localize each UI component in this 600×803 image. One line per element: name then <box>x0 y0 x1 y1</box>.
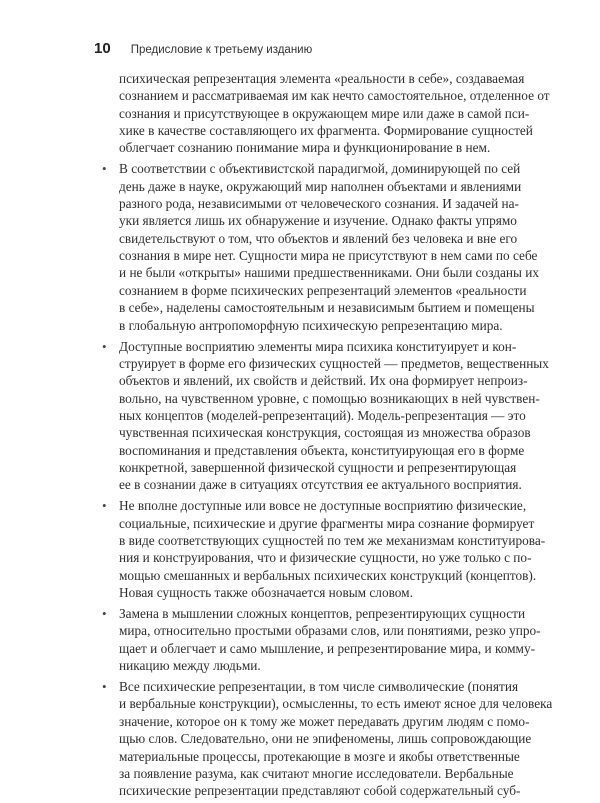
line-text: вольно, на чувственном уровне, с помощью возникающих в ней чувствен- <box>119 390 540 406</box>
body-text <box>102 70 553 803</box>
text-line <box>119 87 550 104</box>
text-line <box>119 105 530 122</box>
text-line <box>119 765 514 782</box>
line-text: Новая сущность также обозначается новым словом. <box>119 585 413 601</box>
text-line <box>119 230 518 247</box>
line-text: материальные процессы, протекающие в мозге и якобы ответственные <box>119 748 520 764</box>
text-line <box>119 424 531 441</box>
text-line <box>102 678 519 695</box>
line-text: никацию между людьми. <box>119 658 261 674</box>
line-text: Замена в мышлении сложных концептов, репрезентирующих сущности <box>119 606 526 622</box>
text-line <box>119 282 527 299</box>
line-text: в себе», наделены самостоятельным и независимым бытием и помещены <box>119 300 535 316</box>
bullet-icon: • <box>102 338 107 354</box>
page-number: 10 <box>94 40 111 57</box>
line-text: Не вполне доступные или вовсе не доступные восприятию физические, <box>119 498 527 514</box>
line-text: в виде соответствующих сущностей по тем же механизмам конституирова- <box>119 533 546 548</box>
line-text: хике в качестве составляющего их фрагмента. Формирование сущностей <box>119 123 533 139</box>
line-text: психические репрезентации представляют собой содержательный суб- <box>119 783 521 799</box>
running-title: Предисловие к третьему изданию <box>130 44 313 56</box>
text-line <box>119 713 530 730</box>
text-line <box>119 212 517 229</box>
text-line <box>119 532 546 549</box>
text-line <box>119 355 549 372</box>
text-line <box>119 178 522 195</box>
bullet-paragraph <box>102 497 546 601</box>
line-text: мощью смешанных и вербальных психических конструкций (концептов). <box>119 567 537 583</box>
text-line <box>119 622 541 639</box>
text-line <box>102 605 526 622</box>
text-line <box>119 264 540 281</box>
text-line <box>119 782 521 799</box>
text-line <box>119 640 536 657</box>
text-line <box>119 730 532 747</box>
line-text: сознания и присутствующее в окружающем мире или даже в самой пси- <box>119 105 530 121</box>
line-text: и вербальные конструкции), осмысленны, то есть имеют ясное для человека <box>119 696 553 712</box>
text-line <box>119 247 538 264</box>
text-line <box>119 122 533 139</box>
text-line <box>119 139 499 156</box>
text-line <box>119 584 499 601</box>
text-line <box>119 195 519 212</box>
text-line <box>119 70 525 87</box>
text-line <box>119 567 537 584</box>
line-text: за появление разума, как считают многие исследователи. Вербальные <box>119 765 514 781</box>
bullet-paragraph <box>102 338 549 494</box>
line-text: В соответствии с объективистской парадигмой, доминирующей по сей <box>119 161 521 177</box>
text-line <box>119 515 535 532</box>
line-text: сознания в мире нет. Сущности мира не присутствуют в нем сами по себе <box>119 248 538 264</box>
text-line <box>119 407 526 424</box>
line-text: ния и конструирования, что и физические сущности, но уже только с по- <box>119 550 532 566</box>
text-line <box>119 748 520 765</box>
line-text: психическая репрезентация элемента «реальности в себе», создаваемая <box>119 71 525 86</box>
line-text: в глобальную антропоморфную психическую репрезентацию мира. <box>119 317 503 333</box>
page-header <box>94 40 312 62</box>
line-text: социальные, психические и другие фрагменты мира сознание формирует <box>119 515 535 531</box>
line-text: ных концептов (моделей-репрезентаций). Модель-репрезентация — это <box>119 407 526 423</box>
bullet-icon: • <box>102 161 107 177</box>
line-text: конкретной, завершенной физической сущности и репрезентирующая <box>119 459 517 475</box>
line-text: сознанием и рассматриваемая им как нечто самостоятельное, отделенное от <box>119 88 550 104</box>
text-line <box>119 695 553 712</box>
line-text: воспоминания и представления объекта, конституирующая его в форме <box>119 442 525 458</box>
text-line <box>102 160 521 177</box>
line-text: и не были «открыты» нашими предшественниками. Они были созданы их <box>119 265 540 281</box>
line-text: день даже в науке, окружающий мир наполнен объектами и явлениями <box>119 178 522 194</box>
line-text: мира, относительно простыми образами слов, или понятиями, резко упро- <box>119 623 541 639</box>
bullet-paragraph <box>102 678 553 799</box>
line-text: щает и облегчает и само мышление, и репрезентирование мира, и комму- <box>119 640 536 656</box>
line-text: уки является лишь их обнаружение и изучение. Однако факты упрямо <box>119 213 517 229</box>
text-line <box>119 657 499 674</box>
text-line <box>102 497 527 514</box>
line-text: струирует в форме его физических сущностей — предметов, вещественных <box>119 355 549 371</box>
line-text: облегчает сознанию понимание мира и функционирование в нем. <box>119 140 491 156</box>
text-line <box>119 476 522 493</box>
bullet-icon: • <box>102 679 107 695</box>
bullet-icon: • <box>102 498 107 514</box>
line-text: свидетельствуют о том, что объектов и явлений без человека и вне его <box>119 230 518 246</box>
bullet-paragraph <box>102 160 540 333</box>
text-line <box>119 442 525 459</box>
text-line <box>119 549 532 566</box>
bullet-paragraph <box>102 605 541 674</box>
paragraph <box>119 70 550 157</box>
line-text: объектов и явлений, их свойств и действий. Их она формирует непроиз- <box>119 373 528 389</box>
line-text: Доступные восприятию элементы мира психика конституирует и кон- <box>119 338 517 354</box>
line-text: разного рода, независимыми от человеческого сознания. И задачей на- <box>119 196 519 212</box>
line-text: чувственная психическая конструкция, состоящая из множества образов <box>119 425 531 441</box>
bullet-icon: • <box>102 606 107 622</box>
line-text: ее в сознании даже в ситуациях отсутствия ее актуального восприятия. <box>119 477 522 493</box>
line-text: щью слов. Следовательно, они не эпифеномены, лишь сопровождающие <box>119 731 532 747</box>
text-line <box>119 299 535 316</box>
text-line <box>119 390 540 407</box>
text-line <box>102 338 517 355</box>
text-line <box>119 317 503 334</box>
text-line <box>119 459 517 476</box>
line-text: значение, которое он к тому же может передавать другим людям с помо- <box>119 713 530 729</box>
line-text: сознанием в форме психических репрезентаций элементов «реальности <box>119 282 527 298</box>
line-text: Все психические репрезентации, в том числе символические (понятия <box>119 679 519 695</box>
text-line <box>119 372 528 389</box>
